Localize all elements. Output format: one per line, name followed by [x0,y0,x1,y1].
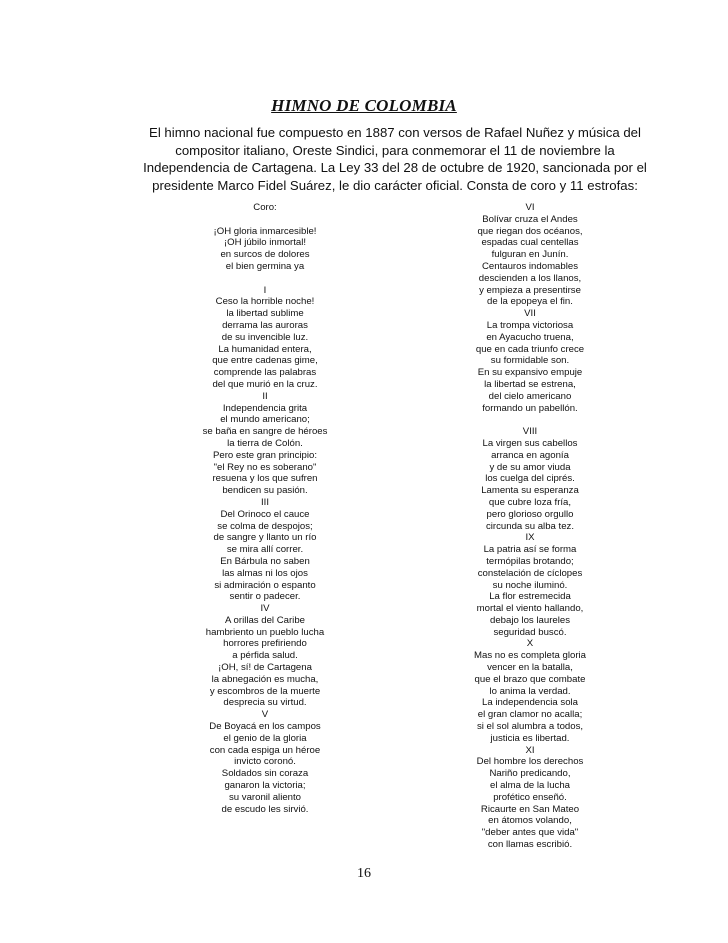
verse-line: A orillas del Caribe [225,614,305,626]
verse-line: de la epopeya el fin. [487,296,573,308]
verse-line: invicto coronó. [234,756,296,768]
verse-line: los cuelga del ciprés. [485,473,575,485]
verse-line: comprende las palabras [213,367,317,379]
verse-line: VI [525,202,535,213]
verse-line: En Bárbula no saben [220,555,310,567]
verse-line: termópilas brotando; [486,555,574,567]
verse-line: La patria así se forma [483,544,577,556]
verse-line: Soldados sin coraza [221,768,309,780]
right-verse-column [440,202,620,851]
verse-line: hambriento un pueblo lucha [205,626,325,638]
verse-line: Ceso la horrible noche! [215,296,315,308]
verse-line: Centauros indomables [482,260,578,272]
verse-line: sentir o padecer. [229,591,301,603]
verse-line: el alma de la lucha [490,780,570,792]
verse-line: La virgen sus cabellos [482,437,578,449]
verse-line: profético enseñó. [493,791,567,803]
verse-line: ¡OH, sí! de Cartagena [218,662,312,674]
verse-line: IX [525,532,535,544]
verse-line: ¡OH gloria inmarcesible! [213,225,317,237]
verse-line: justicia es libertad. [490,732,570,744]
verse-line: bendicen su pasión. [222,485,308,497]
verse-line: su formidable son. [490,355,570,367]
verse-line: Coro: [253,202,277,213]
verse-line: vencer en la batalla, [487,662,573,674]
verse-line: Ricaurte en San Mateo [480,803,580,815]
verse-line: La flor estremecida [489,591,571,603]
verse-line: Del hombre los derechos [476,756,584,768]
verse-line: espadas cual centellas [481,237,579,249]
verse-line: III [261,496,269,508]
verse-line: que el brazo que combate [474,673,586,685]
verse-line: que cubre loza fría, [488,496,572,508]
verse-line: constelación de cíclopes [477,567,583,579]
verse-line: se baña en sangre de héroes [202,426,328,438]
verse-line: IV [260,603,270,615]
stanza-gap [440,414,620,426]
verse-line: en surcos de dolores [220,249,310,261]
verse-line: desprecia su virtud. [223,697,307,709]
verse-line: "el Rey no es soberano" [213,461,317,473]
verse-line: con llamas escribió. [487,839,573,851]
verse-line: se mira allí correr. [226,544,304,556]
verse-line: XI [525,744,535,756]
verse-line: derrama las auroras [222,319,308,331]
verse-line: lo anima la verdad. [489,685,571,697]
verse-line: circunda su alba tez. [486,520,574,532]
page-title: HIMNO DE COLOMBIA [271,96,457,115]
verse-line: debajo los laureles [489,614,570,626]
verse-line: con cada espiga un héroe [209,744,321,756]
verse-line: la tierra de Colón. [227,437,303,449]
verse-line: la libertad se estrena, [484,378,576,390]
verse-line: II [262,390,268,402]
verse-line: y escombros de la muerte [209,685,321,697]
verse-line: Mas no es completa gloria [474,650,586,662]
verse-line: De Boyacá en los campos [209,721,321,733]
verse-line: el bien germina ya [225,260,305,272]
verse-line: del cielo americano [488,390,572,402]
verse-line: Del Orinoco el cauce [220,508,310,520]
verse-line: en Ayacucho truena, [486,331,574,343]
stanza-gap [175,214,355,226]
verse-line: descienden a los llanos, [478,272,582,284]
left-verse-column [175,202,355,815]
verse-line: V [261,709,269,721]
verse-line: las almas ni los ojos [222,567,308,579]
verse-line: X [526,638,534,650]
verse-line: de su invencible luz. [221,331,309,343]
verse-line: "deber antes que vida" [481,827,579,839]
verse-line: VIII [522,426,538,438]
verse-line: fulguran en Junín. [491,249,569,261]
verse-line: se colma de despojos; [217,520,313,532]
verse-line: ganaron la victoria; [224,780,306,792]
verse-line: resuena y los que sufren [212,473,318,485]
verse-line: el genio de la gloria [223,732,307,744]
verse-line: En su expansivo empuje [477,367,583,379]
verse-line: ¡OH júbilo inmortal! [223,237,307,249]
verse-line: La independencia sola [481,697,579,709]
verse-line: La trompa victoriosa [486,319,574,331]
verse-line: que entre cadenas gime, [212,355,318,367]
stanza-gap [175,273,355,285]
verse-line: Pero este gran principio: [213,449,317,461]
intro-paragraph: El himno nacional fue compuesto en 1887 con versos de Rafael Nuñez y música del compositor italiano, Oreste Sindici, para conmemorar el 11 de noviembre la Independencia de Cartagena. La Ley 33 del 28 de octubre de 1920, sancionada por el presidente Marco Fidel Suárez, le dio carácter oficial. Consta de coro y 11 estrofas: [143,125,647,193]
verse-line: que riegan dos océanos, [477,225,583,237]
verse-line: su varonil aliento [229,791,301,803]
verse-line: a pérfida salud. [232,650,298,662]
verse-line: pero glorioso orgullo [486,508,574,520]
verse-line: horrores prefiriendo [223,638,307,650]
verse-line: La humanidad entera, [218,343,312,355]
verse-line: de escudo les sirvió. [221,803,309,815]
verse-line: VII [524,308,536,320]
verse-line: en átomos volando, [488,815,572,827]
verse-line: arranca en agonía [491,449,569,461]
verse-line: la libertad sublime [226,308,304,320]
verse-line: Independencia grita [222,402,308,414]
verse-line: Bolívar cruza el Andes [482,213,578,225]
verse-line: y empieza a presentirse [479,284,581,296]
verse-line: seguridad buscó. [493,626,567,638]
verse-line: formando un pabellón. [482,402,578,414]
verse-line: que en cada triunfo crece [475,343,585,355]
verse-line: el gran clamor no acalla; [477,709,583,721]
page-number: 16 [357,866,371,881]
verse-line: I [263,284,267,296]
verse-line: y de su amor viuda [489,461,571,473]
verse-line: la abnegación es mucha, [211,673,319,685]
verse-line: del que murió en la cruz. [212,378,318,390]
verse-line: su noche iluminó. [492,579,568,591]
verse-line: mortal el viento hallando, [476,603,584,615]
verse-line: Lamenta su esperanza [481,485,579,497]
verse-line: el mundo americano; [220,414,310,426]
verse-line: de sangre y llanto un río [213,532,317,544]
verse-line: Nariño predicando, [489,768,571,780]
verse-line: si el sol alumbra a todos, [476,721,584,733]
verse-line: si admiración o espanto [214,579,316,591]
